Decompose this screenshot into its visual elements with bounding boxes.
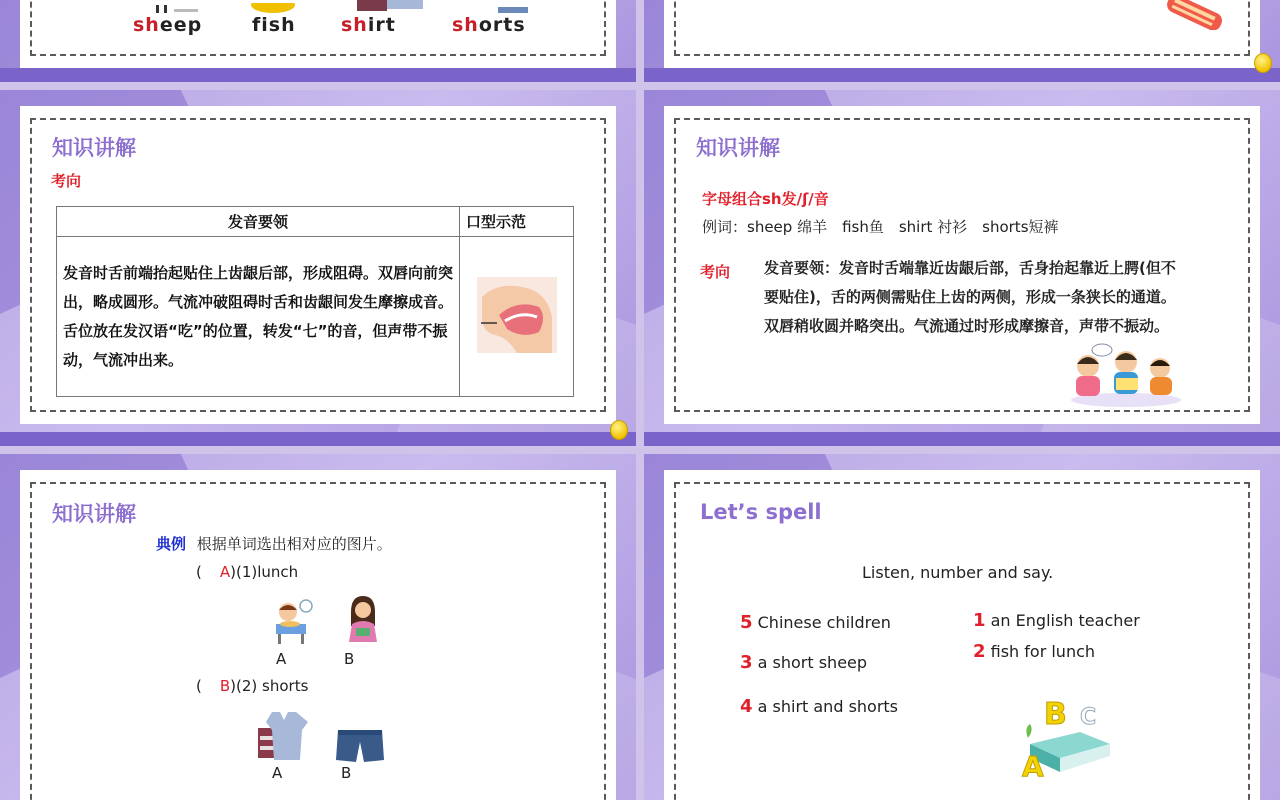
pencil-image <box>1159 0 1231 30</box>
word-shirt: shirt <box>341 14 396 36</box>
answer-2: B <box>219 677 231 695</box>
spell-number: 5 <box>740 612 753 633</box>
slide-6 <box>644 454 1280 800</box>
slide-3-card <box>20 106 616 424</box>
spell-instruction: Listen, number and say. <box>862 563 1054 582</box>
spell-number: 3 <box>740 652 753 673</box>
fish-image <box>248 0 298 8</box>
shorts-image <box>498 0 528 4</box>
abc-books-image <box>1010 684 1120 778</box>
slide-2 <box>644 0 1280 82</box>
spell-number: 4 <box>740 696 753 717</box>
slide-3 <box>0 90 636 446</box>
shirts-image <box>256 708 310 762</box>
svg-text:C: C <box>1080 705 1097 730</box>
slide-6-card <box>664 470 1260 800</box>
spell-item: 2 fish for lunch <box>973 641 1096 662</box>
slide-2-card <box>664 0 1260 68</box>
table-header-mouth: 口型示范 <box>460 207 574 237</box>
word-fish: fish <box>252 14 296 36</box>
girl-image <box>346 594 380 644</box>
page-title: 知识讲解 <box>696 136 780 160</box>
mouth-diagram-image <box>477 277 557 353</box>
sh-subtitle: 字母组合sh发/ʃ/音 <box>702 190 829 208</box>
kaoxiang-label: 考向 <box>700 263 731 281</box>
lunch-boy-image <box>272 598 314 644</box>
svg-text:B: B <box>1044 697 1067 732</box>
example-words: 例词：sheep 绵羊 fish鱼 shirt 衬衫 shorts短裤 <box>702 218 1059 236</box>
spell-number: 2 <box>973 641 986 662</box>
word-shorts: shorts <box>452 14 526 36</box>
shirt-image <box>355 0 425 8</box>
reading-children-image <box>1066 342 1186 408</box>
slide-1 <box>0 0 636 82</box>
option-a-label: A <box>276 650 287 668</box>
example-line <box>156 533 392 554</box>
question-2: ( B)(2) shorts <box>196 677 309 695</box>
spell-item: 3 a short sheep <box>740 652 868 673</box>
spell-item: 1 an English teacher <box>973 610 1140 631</box>
question-1: ( A)(1)lunch <box>196 563 299 581</box>
page-title: Let’s spell <box>700 500 822 524</box>
kaoxiang-label: 考向 <box>51 172 82 190</box>
page-title: 知识讲解 <box>52 136 136 160</box>
table-header-method: 发音要领 <box>57 207 460 237</box>
slide-1-card <box>20 0 616 68</box>
balloon-icon <box>1254 53 1272 73</box>
shorts-image <box>334 726 386 766</box>
option-a-label: A <box>272 764 283 782</box>
mouth-diagram-cell <box>460 237 574 397</box>
balloon-icon <box>610 420 628 440</box>
option-b-label: B <box>344 650 355 668</box>
spell-number: 1 <box>973 610 986 631</box>
slide-4 <box>644 90 1280 446</box>
table-body-text: 发音时舌前端抬起贴住上齿龈后部，形成阻碍。双唇向前突出，略成圆形。气流冲破阻碍时舌和齿龈间发生摩擦成音。舌位放在发汉语“吃”的位置，转发“七”的音，但声带不振动，气流冲出来。 <box>57 237 460 397</box>
sheep-image <box>150 0 200 6</box>
slide-4-card <box>664 106 1260 424</box>
answer-1: A <box>219 563 231 581</box>
spell-item: 4 a shirt and shorts <box>740 696 899 717</box>
example-instruction: 根据单词选出相对应的图片。 <box>196 535 392 553</box>
svg-text:A: A <box>1022 750 1044 778</box>
page-title: 知识讲解 <box>52 502 136 526</box>
slide-5 <box>0 454 636 800</box>
slide-5-card <box>20 470 616 800</box>
method-text: 发音要领：发音时舌端靠近齿龈后部，舌身抬起靠近上腭(但不要贴住)，舌的两侧需贴住上齿的两侧，形成一条狭长的通道。双唇稍收圆并略突出。气流通过时形成摩擦音，声带不振动。 <box>764 259 1176 335</box>
spell-item: 5 Chinese children <box>740 612 891 633</box>
example-label: 典例 <box>156 535 187 553</box>
option-b-label: B <box>341 764 352 782</box>
word-sheep: sheep <box>133 14 203 36</box>
pronunciation-table <box>56 206 574 397</box>
